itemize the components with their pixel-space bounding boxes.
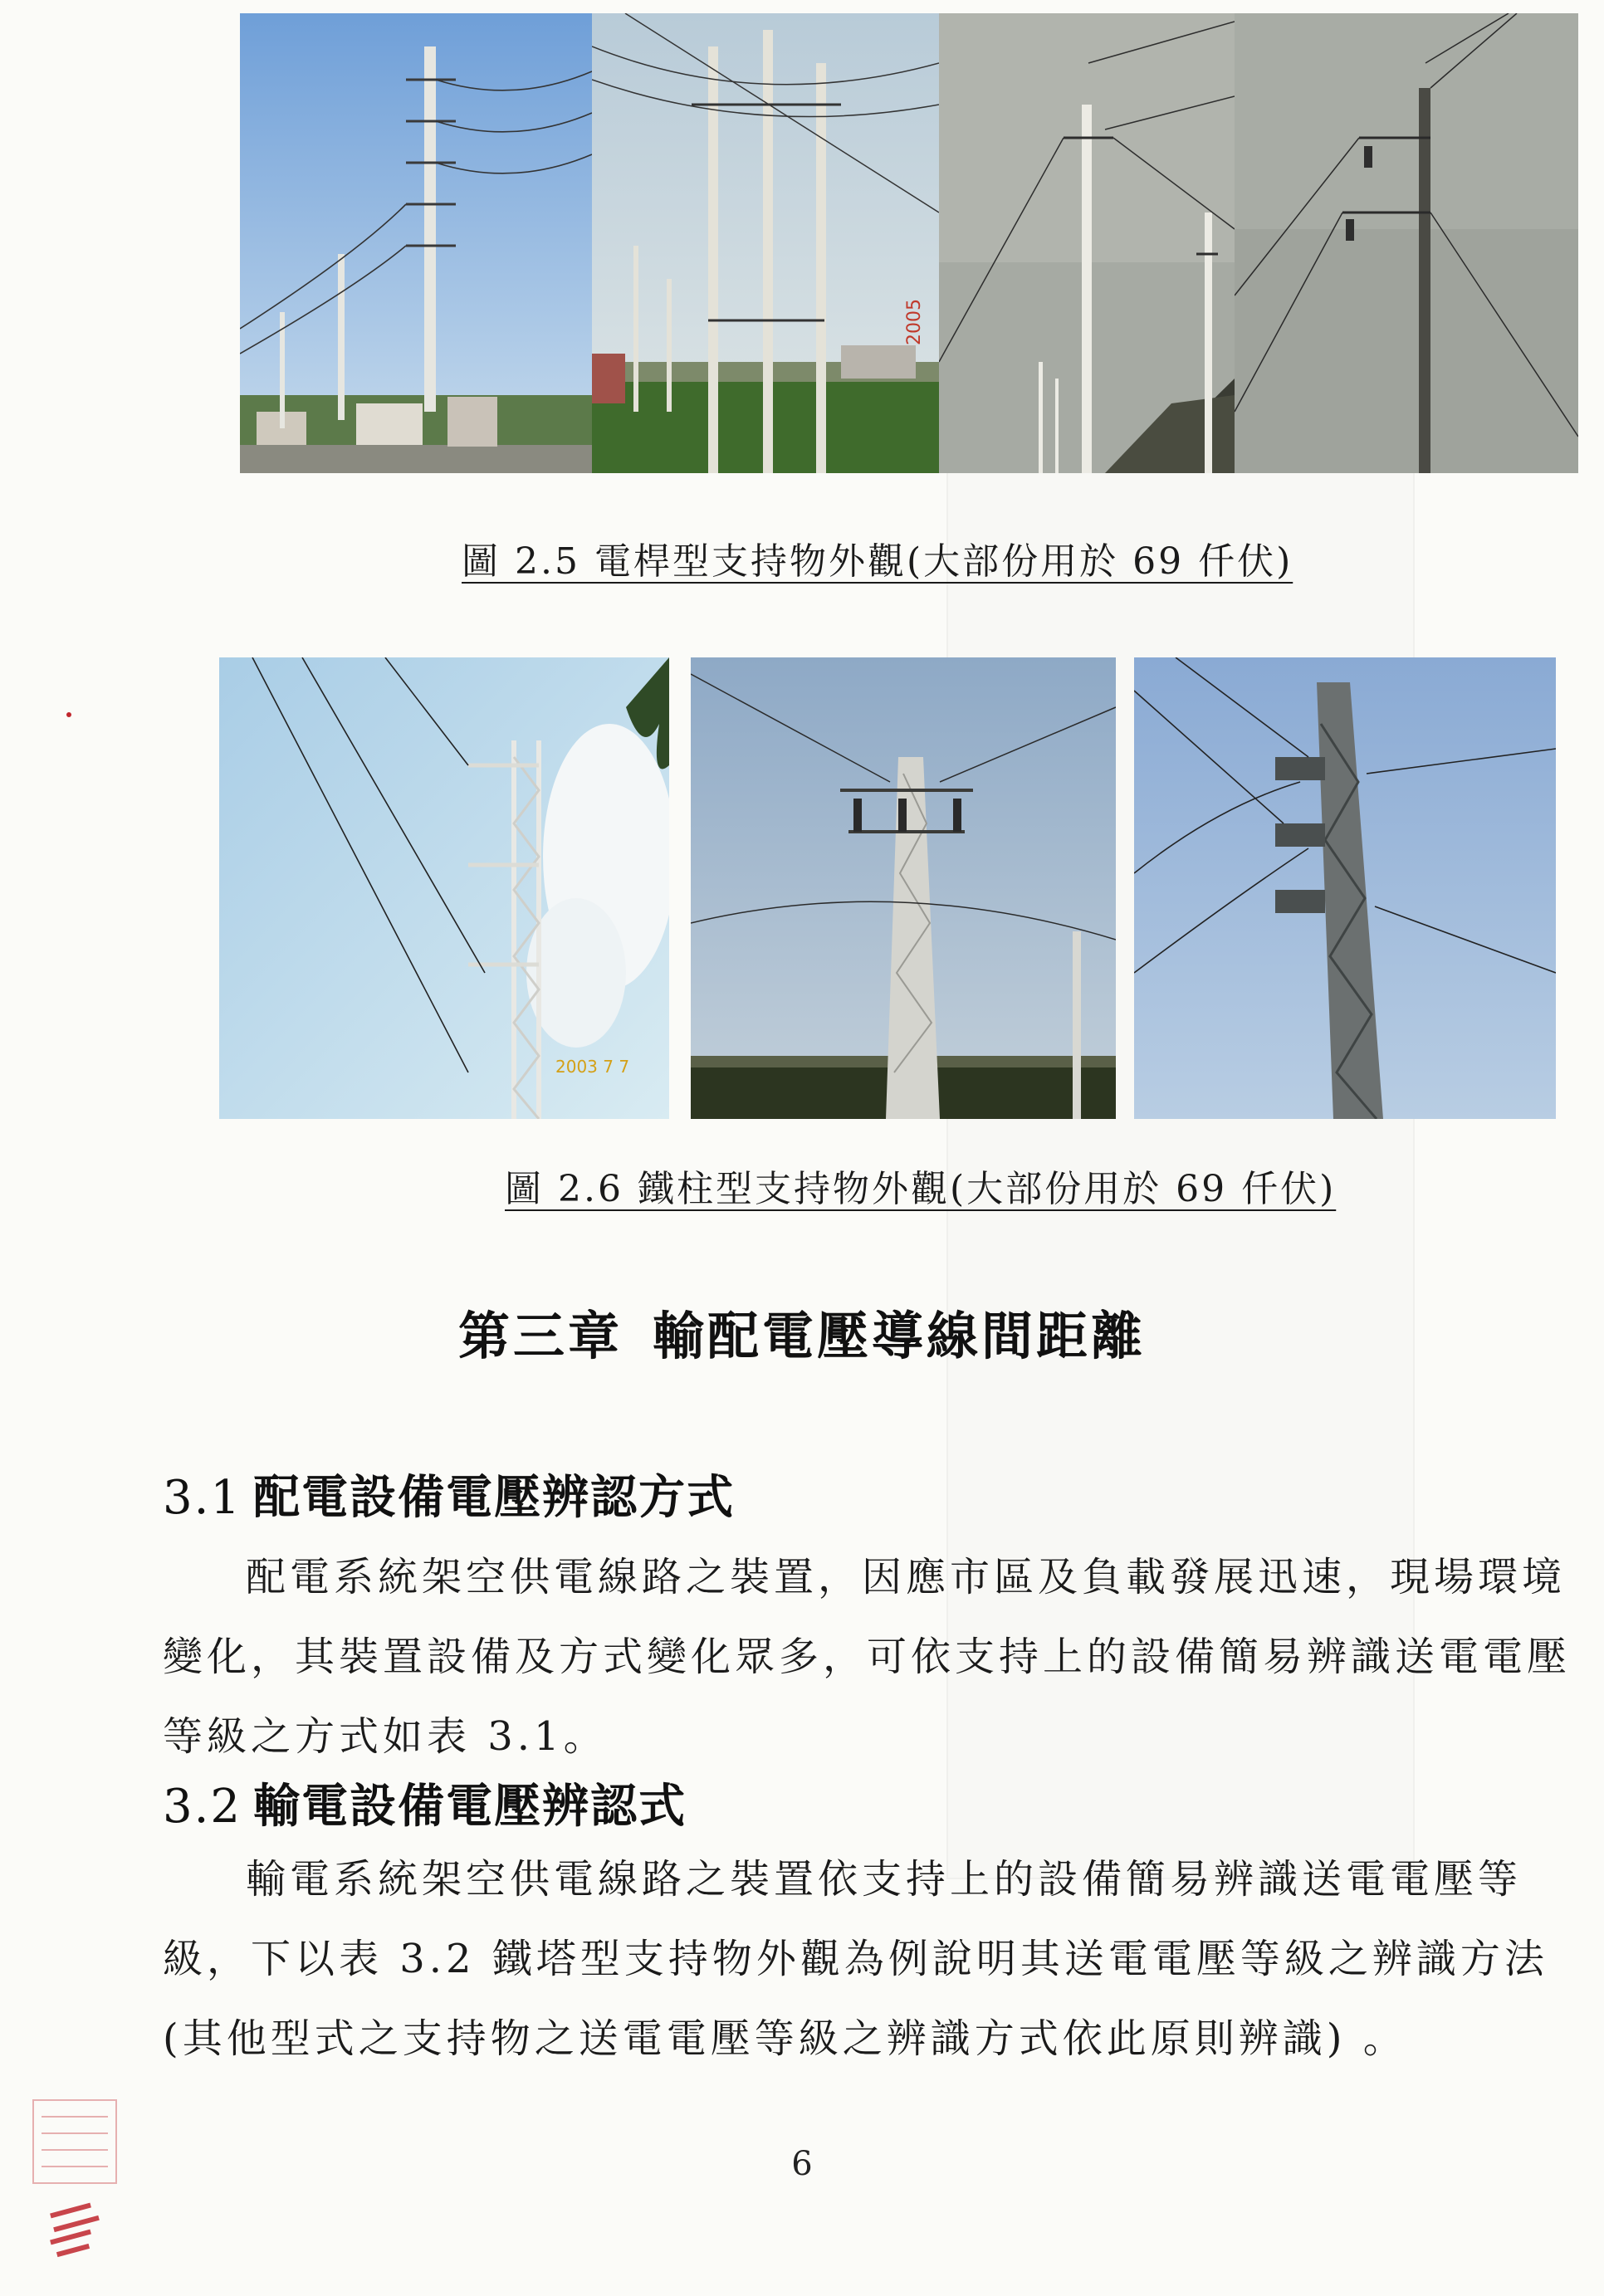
section-title: 配電設備電壓辨認方式	[253, 1471, 736, 1525]
figure-2-5-photo-1	[240, 13, 592, 473]
red-stamp-mark	[25, 2092, 133, 2266]
photo-date-stamp: 2005	[904, 299, 925, 345]
figure-2-6-caption: 圖 2.6 鐵柱型支持物外觀(大部份用於 69 仟伏)	[505, 1168, 1337, 1210]
figure-2-6-photo-2	[691, 657, 1116, 1119]
scan-mark	[66, 712, 71, 717]
section-number: 3.2	[163, 1780, 242, 1834]
chapter-name: 輸配電壓導線間距離	[653, 1306, 1147, 1366]
photo-date-stamp: 2003 7 7	[555, 1057, 630, 1077]
figure-2-5-photo-2	[592, 13, 939, 473]
chapter-label: 第三章	[457, 1306, 623, 1366]
figure-2-6-photo-3	[1134, 657, 1556, 1119]
section-3-2-body: 輸電系統架空供電線路之裝置依支持上的設備簡易辨識送電電壓等級，下以表 3.2 鐵塔型支持物外觀為例說明其送電電壓等級之辨識方法(其他型式之支持物之送電電壓等級之辨識方式依此原則辨識) 。	[163, 1856, 1548, 2062]
section-3-2-heading	[163, 1770, 687, 1836]
section-3-1-body: 配電系統架空供電線路之裝置，因應市區及負載發展迅速，現場環境變化，其裝置設備及方式變化眾多，可依支持上的設備簡易辨識送電電壓等級之方式如表 3.1。	[163, 1554, 1572, 1760]
page-number: 6	[791, 2145, 813, 2183]
figure-2-5-photo-3	[939, 13, 1235, 473]
section-3-1-heading	[163, 1461, 735, 1527]
chapter-title	[0, 1295, 1604, 1369]
section-number: 3.1	[163, 1471, 242, 1525]
figure-2-5-photo-4	[1235, 13, 1578, 473]
figure-2-5-caption: 圖 2.5 電桿型支持物外觀(大部份用於 69 仟伏)	[462, 540, 1293, 583]
figure-2-6-photo-1	[219, 657, 669, 1119]
section-title: 輸電設備電壓辨認式	[253, 1780, 687, 1834]
